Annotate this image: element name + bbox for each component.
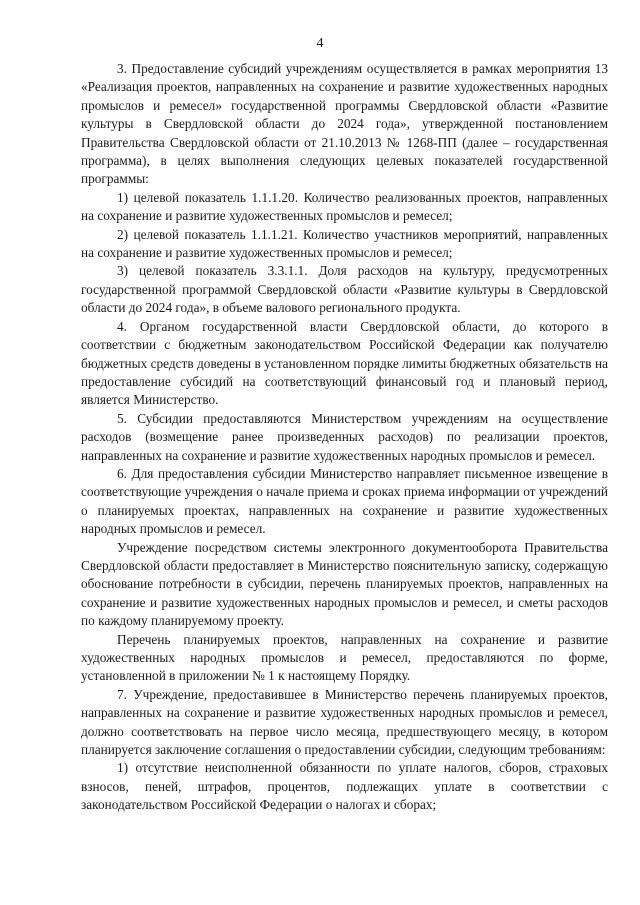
paragraph-6-submission: Учреждение посредством системы электронного документооборота Правительства Свердловской области предоставляет в Министерство пояснительную записку, содержащую обоснование потребности в субсидии, перечень планируемых проектов, направленных на сохранение и развитие художественных народных промыслов и ремесел, и сметы расходов по каждому планируемому проекту. [81,539,608,629]
paragraph-3: 3. Предоставление субсидий учреждениям осуществляется в рамках мероприятия 13 «Реализация проектов, направленных на сохранение и развитие художественных народных промыслов и ремесел» государственной программы Свердловской области «Развитие культуры в Свердловской области до 2024 года», утвержденной постановлением Правительства Свердловской области от 21.10.2013 № 1268-ПП (далее – государственная программа), в целях выполнения следующих целевых показателей государственной программы: [81,61,608,187]
paragraph-7: 7. Учреждение, предоставившее в Министерство перечень планируемых проектов, направленных на сохранение и развитие художественных народных промыслов и ремесел, должно соответствовать на первое число месяца, предшествующего месяцу, в котором планируется заключение соглашения о предоставлении субсидии, следующим требованиям: [81,686,608,758]
paragraph-6-form: Перечень планируемых проектов, направленных на сохранение и развитие художественных народных промыслов и ремесел, предоставляются по форме, установленной в приложении № 1 к настоящему Порядку. [81,631,608,684]
paragraph-6: 6. Для предоставления субсидии Министерство направляет письменное извещение в соответствующие учреждения о начале приема и сроках приема информации от учреждений о планируемых проектах, направленных на сохранение и развитие художественных народных промыслов и ремесел. [81,465,608,537]
paragraph-3-item-2: 2) целевой показатель 1.1.1.21. Количество участников мероприятий, направленных на сохранение и развитие художественных промыслов и ремесел; [81,226,608,261]
page-number: 4 [316,36,324,51]
paragraph-3-item-3: 3) целевой показатель 3.3.1.1. Доля расходов на культуру, предусмотренных государственной программой Свердловской области «Развитие культуры в Свердловской области до 2024 года», в объеме валового регионального продукта. [81,263,608,316]
paragraph-3-item-1: 1) целевой показатель 1.1.1.20. Количество реализованных проектов, направленных на сохранение и развитие художественных промыслов и ремесел; [81,189,608,224]
document-body [81,60,608,815]
paragraph-5: 5. Субсидии предоставляются Министерством учреждениям на осуществление расходов (возмещение ранее произведенных расходов) по реализации проектов, направленных на сохранение и развитие художественных народных промыслов и ремесел. [81,410,608,463]
paragraph-4: 4. Органом государственной власти Свердловской области, до которого в соответствии с бюджетным законодательством Российской Федерации как получателю бюджетных средств доведены в установленном порядке лимиты бюджетных обязательств на предоставление субсидий на соответствующий финансовый год и плановый период, является Министерство. [81,318,608,408]
paragraph-7-item-1: 1) отсутствие неисполненной обязанности по уплате налогов, сборов, страховых взносов, пеней, штрафов, процентов, подлежащих уплате в соответствии с законодательством Российской Федерации о налогах и сборах; [81,760,608,813]
